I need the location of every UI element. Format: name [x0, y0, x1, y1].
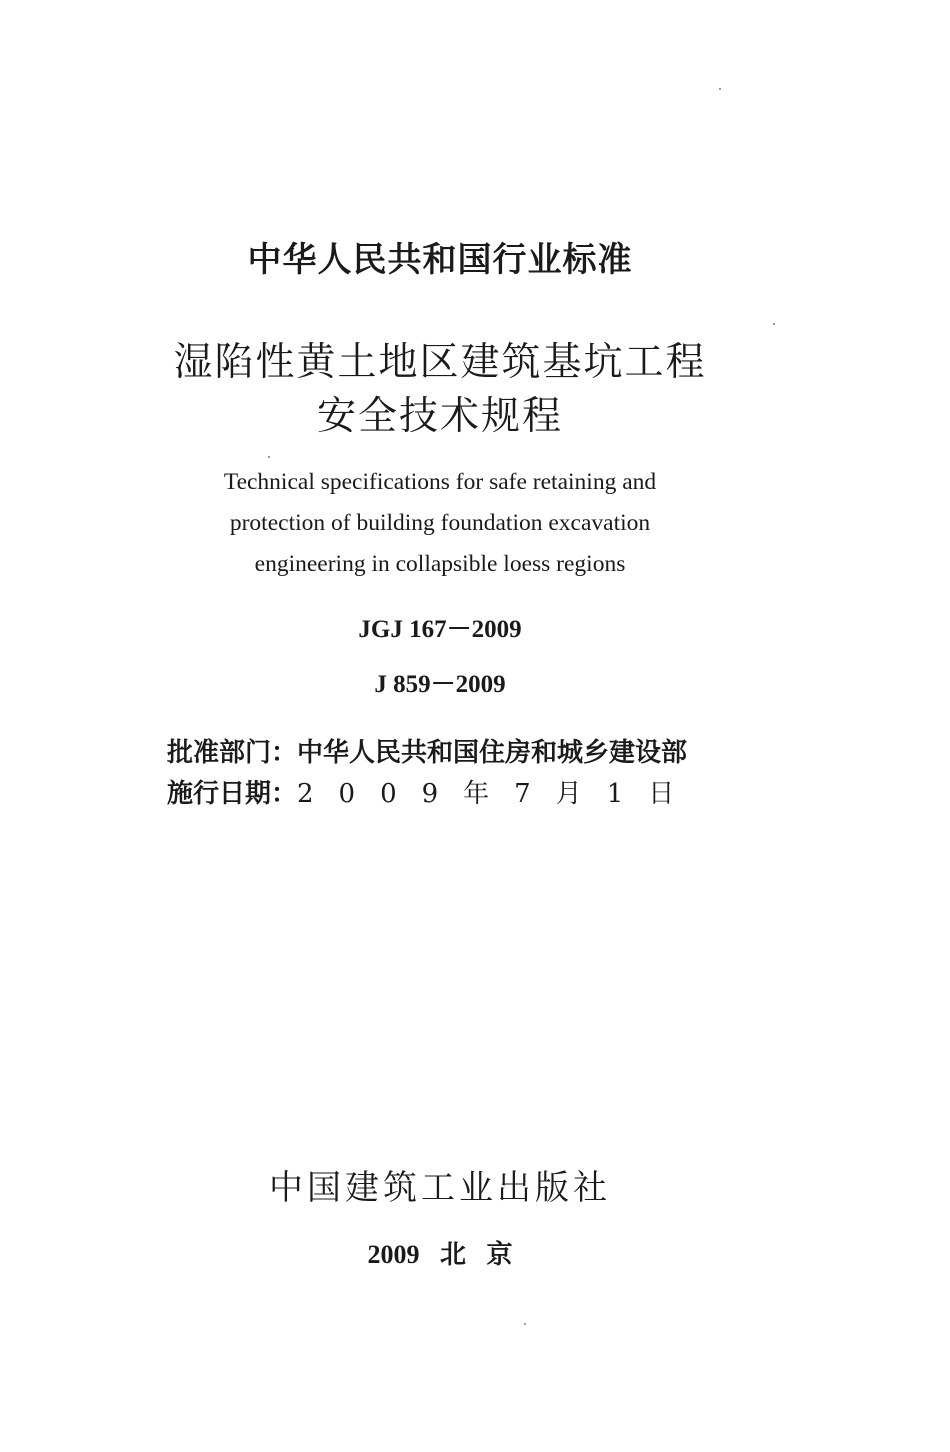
approval-value: 中华人民共和国住房和城乡建设部: [297, 738, 688, 768]
publisher-name: 中国建筑工业出版社: [269, 1168, 611, 1208]
scan-speck: [773, 323, 775, 325]
english-title-line-2: protection of building foundation excavation: [229, 510, 651, 536]
scan-speck: [524, 1323, 526, 1325]
scan-speck: [268, 456, 270, 458]
chinese-title-line-1: 湿陷性黄土地区建筑基坑工程: [173, 340, 707, 385]
effective-date-label: 施行日期：: [167, 779, 298, 809]
publication-year-place: 2009 北 京: [367, 1240, 513, 1269]
standard-code-jgj: JGJ 167－2009: [358, 616, 522, 643]
chinese-title: [0, 336, 880, 444]
approval-row: [167, 732, 687, 769]
standard-code-j: J 859－2009: [374, 671, 506, 698]
effective-date-row: [167, 773, 699, 810]
english-title: [0, 462, 880, 585]
scan-speck: [719, 88, 721, 90]
standard-category: 中华人民共和国行业标准: [247, 240, 633, 280]
chinese-title-line-2: 安全技术规程: [316, 394, 563, 439]
approval-label: 批准部门：: [167, 738, 298, 768]
english-title-line-1: Technical specifications for safe retaining and: [223, 469, 657, 495]
english-title-line-3: engineering in collapsible loess regions: [254, 551, 626, 577]
effective-date-value: 2009年7月1日: [297, 779, 700, 809]
